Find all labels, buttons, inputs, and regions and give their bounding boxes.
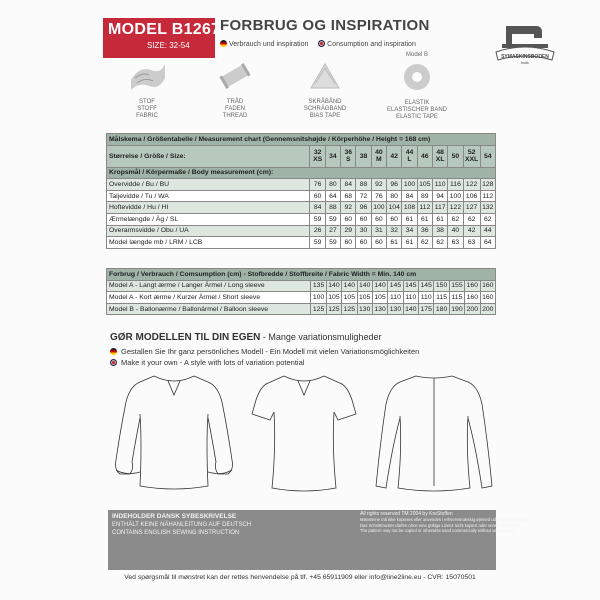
value-cell: 44 (480, 225, 495, 237)
material-line: FABRIC (136, 113, 158, 119)
footer-fine-3: The pattern may not be copied or otherwise used commercially without valid license. (360, 528, 517, 534)
german-flag-icon (110, 348, 117, 355)
value-cell: 105 (357, 292, 372, 304)
value-cell: 110 (403, 292, 418, 304)
value-cell: 125 (342, 303, 357, 315)
row-label: Model B - Ballonærme / Ballonärmel / Balloon sleeve (107, 303, 311, 315)
value-cell: 64 (325, 190, 340, 202)
measurement-table (106, 133, 496, 249)
model-badge (103, 18, 221, 58)
bias-tape-icon (305, 58, 345, 94)
value-cell: 104 (387, 202, 402, 214)
variation-text-de: Gestallen Sie Ihr ganz persönliches Modell - Ein Modell mit vielen Variationsmöglichkeiten (121, 347, 420, 356)
value-cell: 96 (356, 202, 371, 214)
value-cell: 61 (402, 213, 417, 225)
size-cell: 54 (480, 145, 495, 167)
body-rows (107, 179, 496, 249)
row-label: Overvidde / Bu / BU (107, 179, 310, 191)
size-cell: 50 (448, 145, 463, 167)
material-line: ELASTIK (404, 100, 430, 106)
value-cell: 128 (480, 179, 495, 191)
footer-left (112, 513, 251, 537)
material-line: ELASTISCHER BAND (386, 107, 447, 113)
elastic-icon (397, 59, 437, 95)
value-cell: 100 (311, 292, 326, 304)
title-translations (220, 40, 416, 48)
row-label: Overarmsvidde / Obu / UA (107, 225, 310, 237)
value-cell: 112 (480, 190, 495, 202)
value-cell: 110 (419, 292, 434, 304)
value-cell: 125 (311, 303, 326, 315)
value-cell: 200 (480, 303, 496, 315)
value-cell: 96 (387, 179, 402, 191)
table-row (107, 237, 496, 249)
value-cell: 115 (434, 292, 449, 304)
value-cell: 110 (432, 179, 447, 191)
value-cell: 150 (434, 280, 449, 292)
consumption-rows (107, 280, 496, 315)
table-row (107, 280, 496, 292)
subtitle-en: Consumption and inspiration (327, 41, 416, 48)
value-cell: 140 (326, 280, 341, 292)
value-cell: 115 (449, 292, 464, 304)
value-cell: 64 (480, 237, 495, 249)
value-cell: 61 (432, 213, 447, 225)
value-cell: 36 (417, 225, 432, 237)
material-line: STOFF (137, 106, 157, 112)
value-cell: 100 (448, 190, 463, 202)
variation-title (110, 332, 381, 343)
value-cell: 62 (417, 237, 432, 249)
value-cell: 106 (463, 190, 480, 202)
body-measurement-title: Kropsmål / Körpermaße / Body measurement (cm): (107, 167, 496, 179)
table-row (107, 190, 496, 202)
size-cell: 46 (417, 145, 432, 167)
logo-text: SYMASKINSBODEN (501, 54, 549, 60)
variation-text-en: Make it your own - A style with lots of variation potential (121, 358, 305, 367)
material-thread (200, 58, 270, 120)
footer-rights: All rights reserved TM 2004 by KreStoffen (360, 511, 453, 517)
value-cell: 92 (371, 179, 386, 191)
material-fabric (112, 58, 182, 120)
value-cell: 60 (341, 213, 356, 225)
page-title: FORBRUG OG INSPIRATION (220, 17, 430, 34)
value-cell: 38 (432, 225, 447, 237)
model-size: SIZE: 32-54 (147, 41, 190, 50)
value-cell: 42 (463, 225, 480, 237)
footer-fine-1: Mønsterne må ikke kopieres eller anvendes i erhvervsmæssig øjemed uden gyldig Licens. (360, 517, 528, 523)
value-cell: 84 (402, 190, 417, 202)
value-cell: 100 (402, 179, 417, 191)
value-cell: 140 (403, 303, 418, 315)
value-cell: 122 (463, 179, 480, 191)
value-cell: 175 (419, 303, 434, 315)
value-cell: 105 (372, 292, 387, 304)
value-cell: 100 (371, 202, 386, 214)
size-cell: 48 XL (432, 145, 447, 167)
table-row (107, 213, 496, 225)
table-title-row (107, 134, 496, 146)
value-cell: 140 (357, 280, 372, 292)
value-cell: 145 (403, 280, 418, 292)
value-cell: 112 (417, 202, 432, 214)
value-cell: 76 (310, 179, 325, 191)
value-cell: 105 (342, 292, 357, 304)
value-cell: 105 (417, 179, 432, 191)
german-flag-icon (220, 40, 227, 47)
value-cell: 60 (371, 237, 386, 249)
consumption-table (106, 268, 496, 315)
value-cell: 61 (387, 237, 402, 249)
value-cell: 63 (463, 237, 480, 249)
thread-icon (215, 58, 255, 94)
value-cell: 61 (417, 213, 432, 225)
value-cell: 160 (480, 292, 496, 304)
value-cell: 63 (448, 237, 463, 249)
value-cell: 60 (371, 213, 386, 225)
material-line: FADEN (224, 106, 245, 112)
variation-line-en (110, 358, 304, 367)
value-cell: 105 (326, 292, 341, 304)
body-title-row (107, 167, 496, 179)
value-cell: 60 (356, 213, 371, 225)
value-cell: 160 (465, 280, 480, 292)
value-cell: 62 (463, 213, 480, 225)
size-cell: 32 XS (310, 145, 325, 167)
value-cell: 68 (341, 190, 356, 202)
value-cell: 88 (325, 202, 340, 214)
footer-right (360, 512, 527, 534)
row-label: Ærmelængde / Äg / SL (107, 213, 310, 225)
value-cell: 88 (356, 179, 371, 191)
value-cell: 32 (387, 225, 402, 237)
value-cell: 27 (325, 225, 340, 237)
value-cell: 80 (325, 179, 340, 191)
balloon-sleeve-blouse-drawing (110, 370, 238, 502)
value-cell: 60 (387, 213, 402, 225)
value-cell: 30 (356, 225, 371, 237)
value-cell: 60 (356, 237, 371, 249)
value-cell: 29 (341, 225, 356, 237)
value-cell: 62 (448, 213, 463, 225)
value-cell: 59 (310, 237, 325, 249)
footer-left-en: CONTAINS ENGLISH SEWING INSTRUCTION (112, 530, 240, 536)
value-cell: 59 (325, 213, 340, 225)
value-cell: 160 (480, 280, 496, 292)
table-row (107, 303, 496, 315)
value-cell: 122 (448, 202, 463, 214)
value-cell: 130 (357, 303, 372, 315)
size-cell: 52 XXL (463, 145, 480, 167)
footer-left-de: ENTHÄLT KEINE NÄHANLEITUNG AUF DEUTSCH (112, 522, 252, 528)
row-label: Taljevidde / Tu / WA (107, 190, 310, 202)
material-line: THREAD (222, 113, 248, 119)
material-line: SKRÅBÅND (308, 99, 342, 105)
size-cell: 44 L (402, 145, 417, 167)
value-cell: 40 (448, 225, 463, 237)
value-cell: 34 (402, 225, 417, 237)
consumption-title-row (107, 269, 496, 281)
row-label: Model længde mb / LRM / LCB (107, 237, 310, 249)
value-cell: 60 (341, 237, 356, 249)
material-line: BIAS TAPE (309, 113, 341, 119)
size-row (107, 145, 496, 167)
uk-flag-icon (318, 40, 325, 47)
value-cell: 180 (434, 303, 449, 315)
material-line: TRÅD (226, 99, 244, 105)
subtitle-de: Verbrauch und inspiration (229, 41, 309, 48)
table-row (107, 179, 496, 191)
value-cell: 61 (402, 237, 417, 249)
model-title: MODEL B1267 (108, 21, 221, 38)
value-cell: 130 (388, 303, 403, 315)
value-cell: 117 (432, 202, 447, 214)
value-cell: 140 (372, 280, 387, 292)
contact-line: Ved spørgsmål til mønstret kan der rettes henvendelse på tlf. +45 65911909 eller info@line2line.eu - CVR: 15070501 (124, 574, 476, 581)
value-cell: 145 (388, 280, 403, 292)
uk-flag-icon (110, 359, 117, 366)
row-label: Hoftevidde / Hu / HI (107, 202, 310, 214)
value-cell: 31 (371, 225, 386, 237)
value-cell: 59 (325, 237, 340, 249)
variation-title-suffix: - Mange variationsmuligheder (260, 332, 382, 342)
value-cell: 135 (311, 280, 326, 292)
size-label: Størrelse / Größe / Size: (107, 145, 310, 167)
value-cell: 155 (449, 280, 464, 292)
material-label-top: Model B (405, 52, 428, 58)
size-cell: 34 (325, 145, 340, 167)
value-cell: 60 (310, 190, 325, 202)
value-cell: 108 (402, 202, 417, 214)
fabric-icon (127, 58, 167, 94)
table-row (107, 202, 496, 214)
measurement-table-title: Målskema / Größentabelle / Measurement chart (Gennemsnitshøjde / Körperhöhe / Height = 168 cm) (107, 134, 496, 146)
footer-left-title: INDEHOLDER DANSK SYBESKRIVELSE (112, 513, 237, 520)
symaskinsboden-logo (492, 18, 558, 66)
value-cell: 145 (419, 280, 434, 292)
value-cell: 127 (463, 202, 480, 214)
size-cell: 36 S (341, 145, 356, 167)
value-cell: 130 (372, 303, 387, 315)
value-cell: 200 (465, 303, 480, 315)
variation-line-de (110, 347, 419, 356)
value-cell: 76 (371, 190, 386, 202)
material-elastic (382, 52, 452, 121)
row-label: Model A - Kort ærme / Kurzer Ärmel / Short sleeve (107, 292, 311, 304)
footer-fine-2: Das Schnittmuster dürfen ohne eine gültige Lizenz nicht kopiert oder verwertet werden. (360, 522, 522, 528)
value-cell: 89 (417, 190, 432, 202)
material-bias-tape (290, 58, 360, 120)
value-cell: 62 (432, 237, 447, 249)
value-cell: 160 (465, 292, 480, 304)
value-cell: 92 (341, 202, 356, 214)
long-sleeve-back-drawing (370, 370, 498, 502)
material-line: SCHRÄGBAND (303, 106, 347, 112)
table-row (107, 225, 496, 237)
value-cell: 59 (310, 213, 325, 225)
size-cell: 42 (387, 145, 402, 167)
material-line: STOF (139, 99, 155, 105)
value-cell: 80 (387, 190, 402, 202)
table-row (107, 292, 496, 304)
size-cell: 38 (356, 145, 371, 167)
row-label: Model A - Langt ærme / Langer Ärmel / Long sleeve (107, 280, 311, 292)
value-cell: 140 (342, 280, 357, 292)
value-cell: 132 (480, 202, 495, 214)
value-cell: 125 (326, 303, 341, 315)
variation-title-main: GØR MODELLEN TIL DIN EGEN (110, 332, 261, 343)
value-cell: 116 (448, 179, 463, 191)
logo-subtext: butik (521, 61, 529, 65)
value-cell: 110 (388, 292, 403, 304)
size-cell: 40 M (371, 145, 386, 167)
value-cell: 94 (432, 190, 447, 202)
value-cell: 84 (310, 202, 325, 214)
value-cell: 72 (356, 190, 371, 202)
value-cell: 190 (449, 303, 464, 315)
value-cell: 62 (480, 213, 495, 225)
consumption-table-title: Forbrug / Verbrauch / Comsumption (cm) - Stofbredde / Stoffbreite / Fabric Width = Min. 140 cm (107, 269, 496, 281)
material-line: ELASTIC TAPE (396, 114, 438, 120)
value-cell: 26 (310, 225, 325, 237)
value-cell: 84 (341, 179, 356, 191)
short-sleeve-blouse-drawing (240, 370, 368, 502)
